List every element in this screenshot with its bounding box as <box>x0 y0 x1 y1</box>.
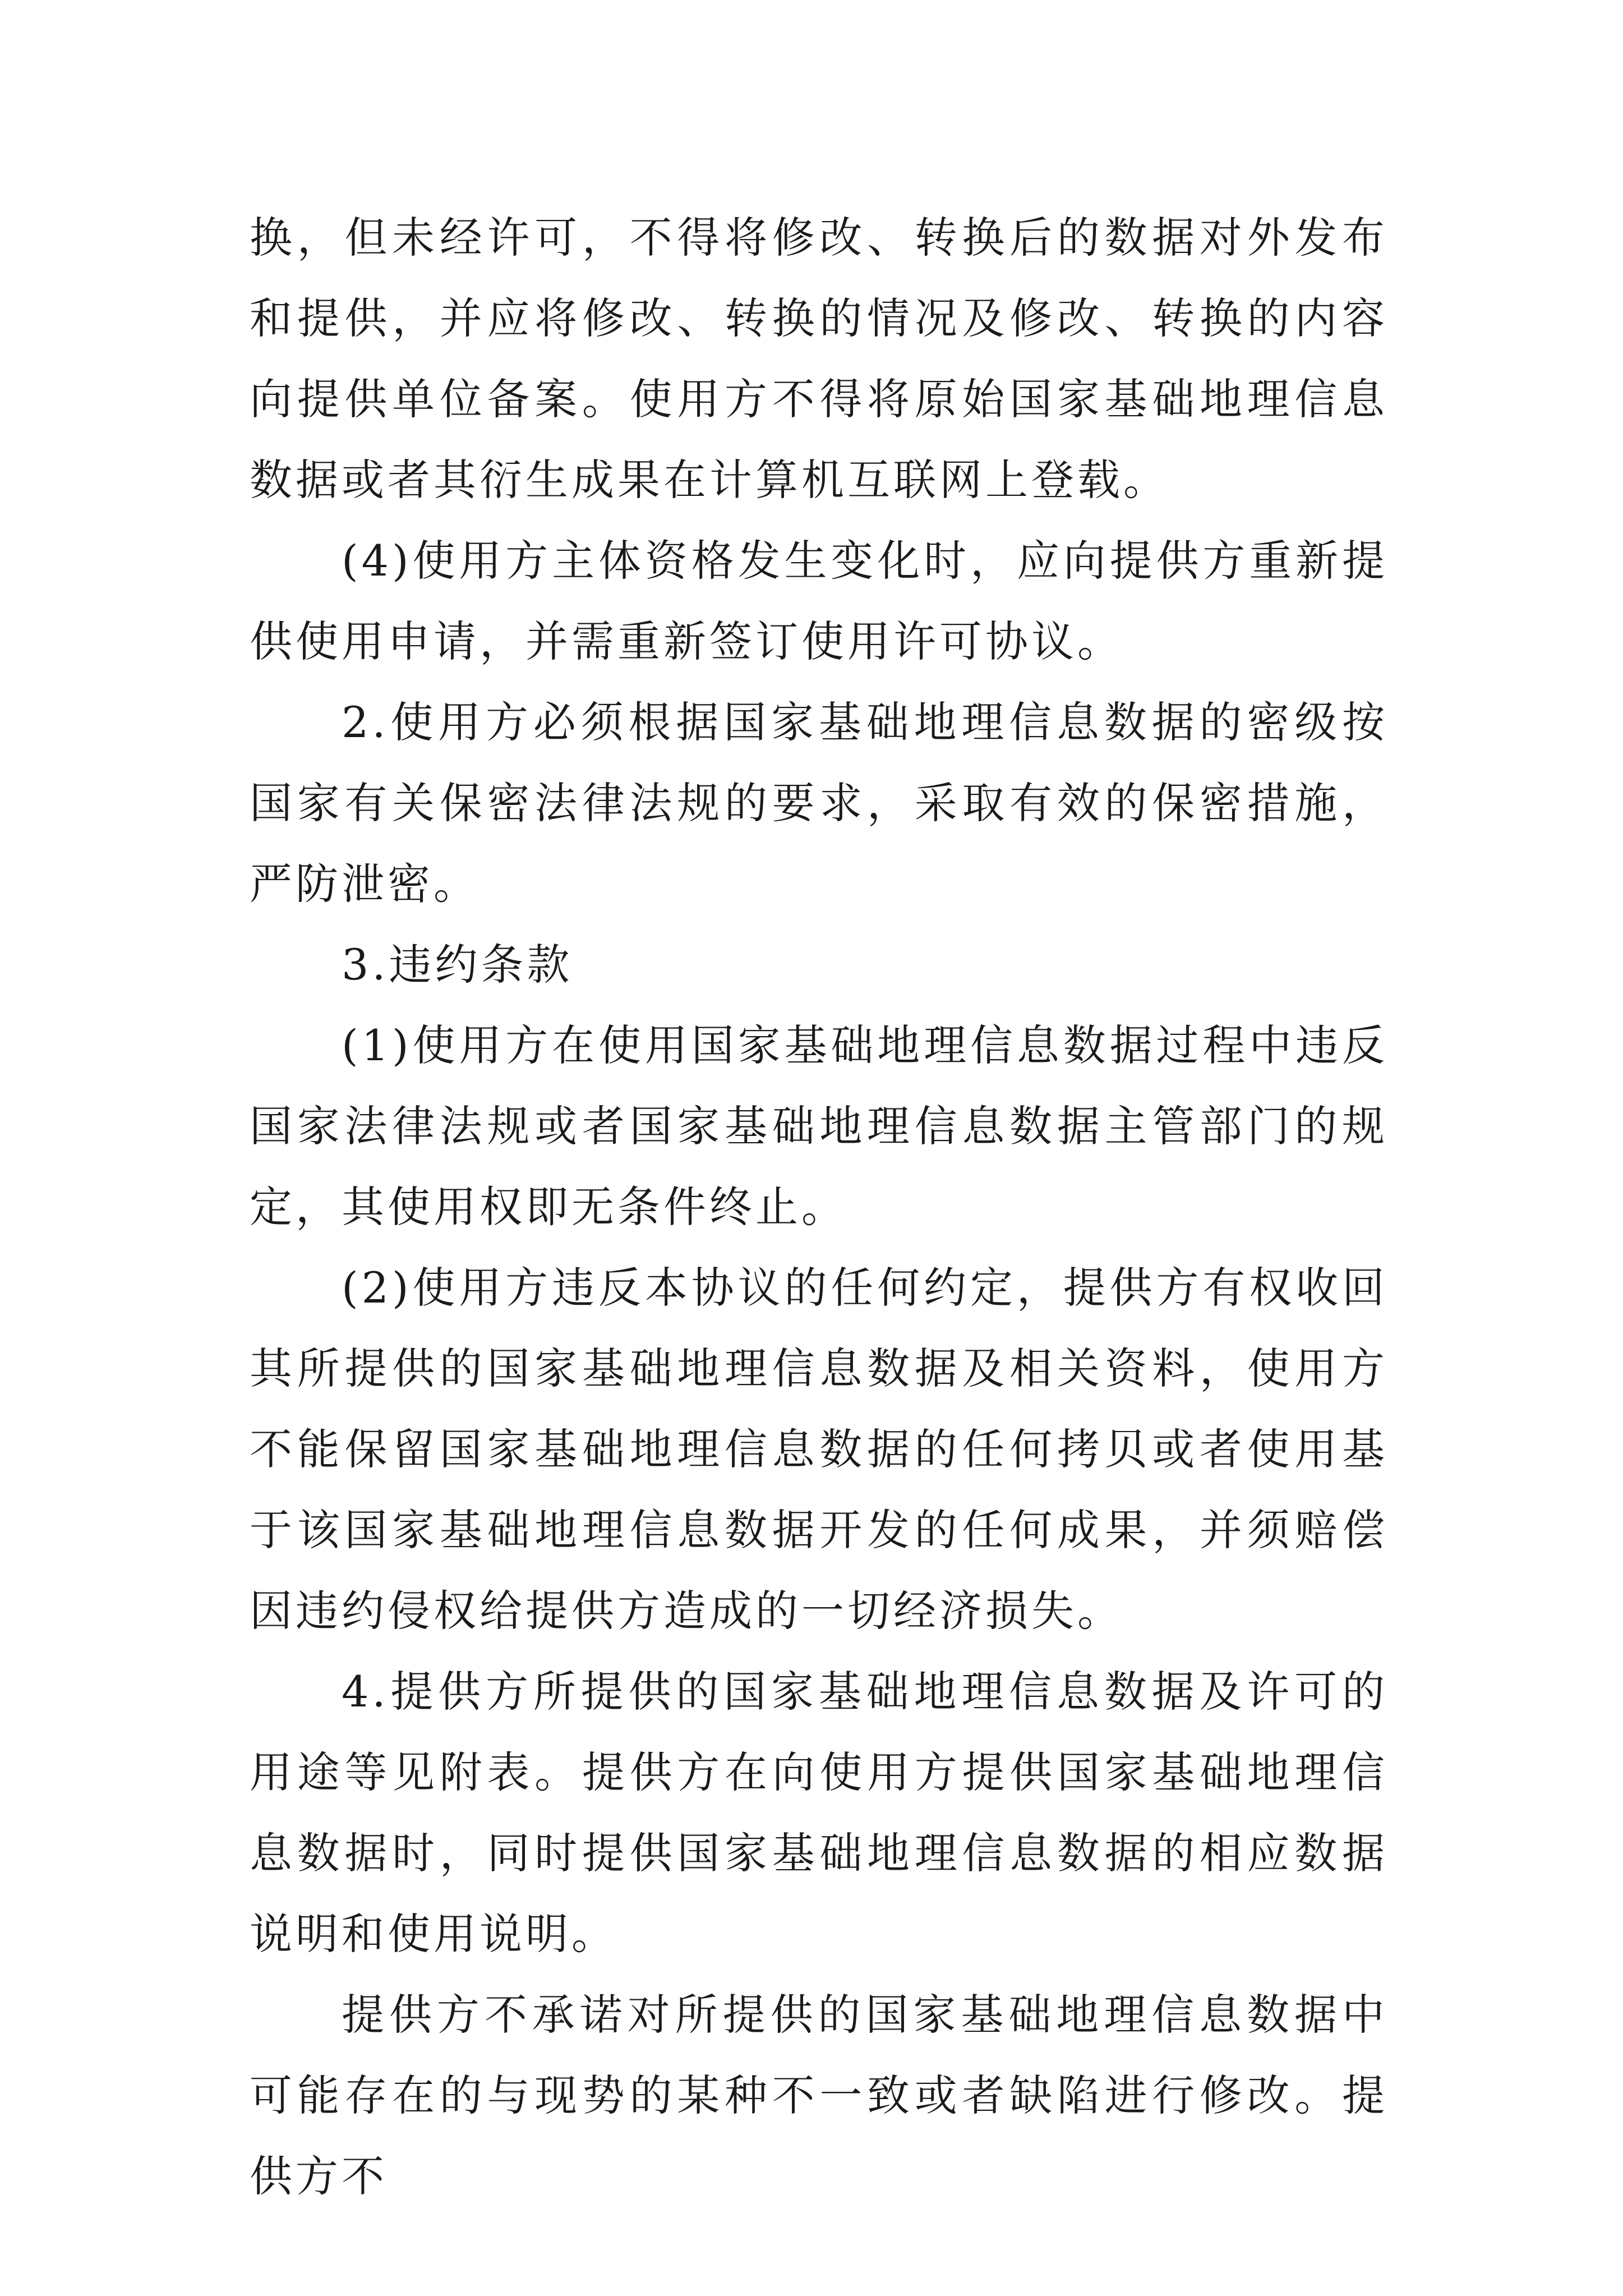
paragraph-item-4: 4.提供方所提供的国家基础地理信息数据及许可的用途等见附表。提供方在向使用方提供国家基础地理信息数据时，同时提供国家基础地理信息数据的相应数据说明和使用说明。 <box>250 1667 1388 1959</box>
document-body <box>250 197 1388 2217</box>
paragraph-clause-2: (2)使用方违反本协议的任何约定，提供方有权收回其所提供的国家基础地理信息数据及相关资料，使用方不能保留国家基础地理信息数据的任何拷贝或者使用基于该国家基础地理信息数据开发的任何成果，并须赔偿因违约侵权给提供方造成的一切经济损失。 <box>250 1263 1388 1636</box>
paragraph-clause-4: (4)使用方主体资格发生变化时，应向提供方重新提供使用申请，并需重新签订使用许可协议。 <box>250 536 1388 666</box>
paragraph-clause-1: (1)使用方在使用国家基础地理信息数据过程中违反国家法律法规或者国家基础地理信息数据主管部门的规定，其使用权即无条件终止。 <box>250 1020 1388 1232</box>
paragraph-continuation: 换，但未经许可，不得将修改、转换后的数据对外发布和提供，并应将修改、转换的情况及修改、转换的内容向提供单位备案。使用方不得将原始国家基础地理信息数据或者其衍生成果在计算机互联网上登载。 <box>250 213 1388 505</box>
paragraph-item-2: 2.使用方必须根据国家基础地理信息数据的密级按国家有关保密法律法规的要求，采取有效的保密措施，严防泄密。 <box>250 697 1388 909</box>
paragraph-item-3-heading: 3.违约条款 <box>342 940 573 990</box>
paragraph-disclaimer: 提供方不承诺对所提供的国家基础地理信息数据中可能存在的与现势的某种不一致或者缺陷进行修改。提供方不 <box>250 1990 1388 2201</box>
